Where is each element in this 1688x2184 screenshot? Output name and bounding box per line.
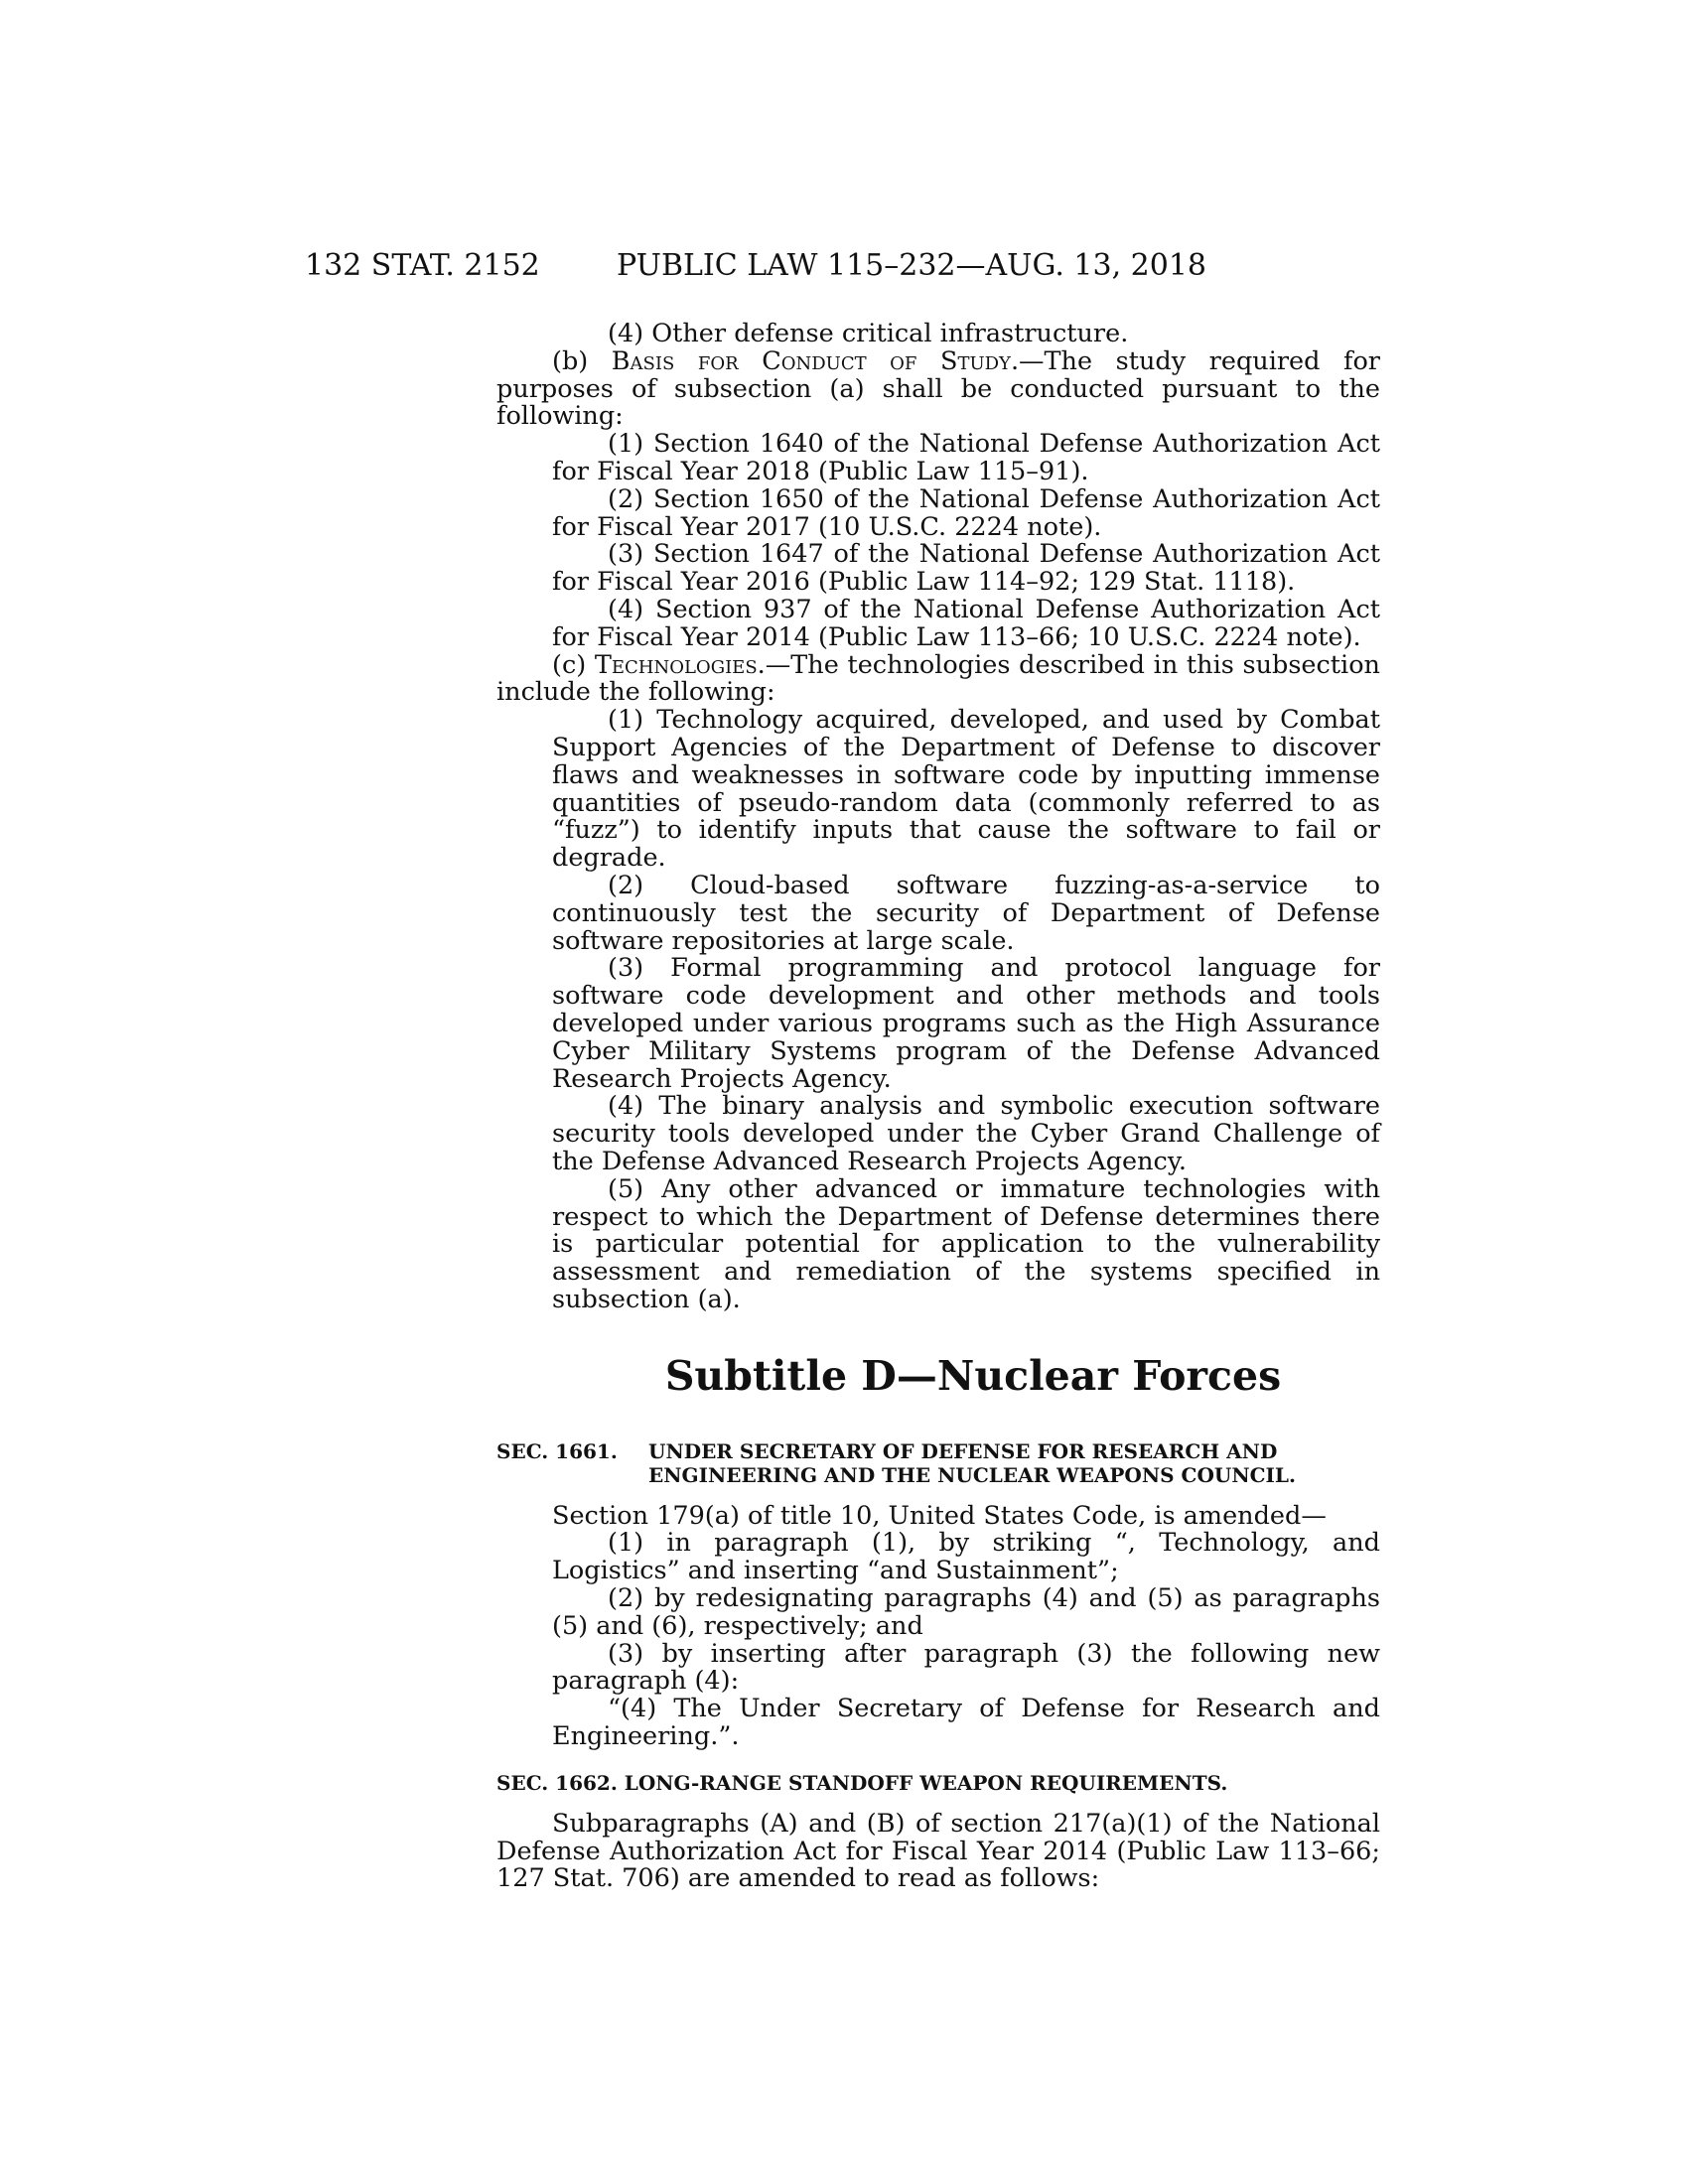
paragraph-c1: (1) Technology acquired, developed, and used by Combat Support Agencies of the Department of Defense to discover flaws and weaknesses in software code by inputting immense quantities of pseudo-random data (commonly referred to as “fuzz”) to identify inputs that cause the software to fail or degrade. [552, 705, 1380, 874]
public-law-citation: PUBLIC LAW 115–232—AUG. 13, 2018 [617, 248, 1207, 283]
subsection-b-text: .—The study required for purposes of subsection (a) shall be conducted pursuant to the following: [496, 345, 1380, 432]
statute-page-number: 132 STAT. 2152 [305, 248, 540, 283]
paragraph-c3: (3) Formal programming and protocol language for software code development and other methods and tools developed under various programs such as the High Assurance Cyber Military Systems program of the Defense Advanced Research Projects Agency. [552, 953, 1380, 1094]
subsection-c-label: (c) [552, 649, 595, 680]
paragraph-c4: (4) The binary analysis and symbolic execution software security tools developed under the Cyber Grand Challenge of the Defense Advanced Research Projects Agency. [552, 1091, 1380, 1176]
section-1662-title: LONG-RANGE STANDOFF WEAPON REQUIREMENTS. [624, 1770, 1228, 1795]
document-body [496, 321, 1380, 1893]
subtitle-heading: Subtitle D—Nuclear Forces [664, 1351, 1282, 1400]
section-1661-heading [496, 1439, 1380, 1487]
paragraph-b1: (1) Section 1640 of the National Defense Authorization Act for Fiscal Year 2018 (Public Law 115–91). [552, 429, 1380, 486]
section-1661-intro: Section 179(a) of title 10, United States Code, is amended— [552, 1500, 1327, 1531]
paragraph-b2: (2) Section 1650 of the National Defense Authorization Act for Fiscal Year 2017 (10 U.S.C. 2224 note). [552, 483, 1380, 542]
paragraph-b3: (3) Section 1647 of the National Defense Authorization Act for Fiscal Year 2016 (Public Law 114–92; 129 Stat. 1118). [552, 539, 1380, 598]
subsection-c [496, 649, 1380, 708]
section-1661-paragraph-3: (3) by inserting after paragraph (3) the following new paragraph (4): [552, 1638, 1380, 1697]
subsection-b-label: (b) [552, 345, 612, 376]
paragraph-c2: (2) Cloud-based software fuzzing-as-a-service to continuously test the security of Department of Defense software repositories at large scale. [552, 870, 1380, 956]
section-1662-number: SEC. 1662. [496, 1770, 618, 1795]
section-spacer [496, 1751, 1380, 1771]
paragraph-b4: (4) Section 937 of the National Defense Authorization Act for Fiscal Year 2014 (Public Law 113–66; 10 U.S.C. 2224 note). [552, 594, 1380, 652]
subsection-c-text: .—The technologies described in this subsection include the following: [496, 649, 1380, 708]
subsection-b-heading: Basis for Conduct of Study [611, 345, 1011, 376]
section-1661-paragraph-2: (2) by redesignating paragraphs (4) and (5) as paragraphs (5) and (6), respectively; and [552, 1583, 1380, 1641]
subsection-b [496, 345, 1380, 432]
paragraph-c5: (5) Any other advanced or immature technologies with respect to which the Department of Defense determines there is particular potential for application to the vulnerability assessment and remediation of the systems specified in subsection (a). [552, 1173, 1380, 1314]
section-1661-title: UNDER SECRETARY OF DEFENSE FOR RESEARCH AND ENGINEERING AND THE NUCLEAR WEAPONS COUNCIL. [648, 1438, 1296, 1487]
section-1661-number: SEC. 1661. [496, 1438, 618, 1463]
section-1661-quoted-text: “(4) The Under Secretary of Defense for Research and Engineering.”. [552, 1694, 1380, 1752]
subsection-c-heading: Technologies [594, 649, 758, 680]
section-1662-text: Subparagraphs (A) and (B) of section 217(a)(1) of the National Defense Authorization Act for Fiscal Year 2014 (Public Law 113–66; 127 Stat. 706) are amended to read as follows: [496, 1808, 1380, 1894]
paragraph-a4: (4) Other defense critical infrastructure. [608, 319, 1129, 348]
page-header [305, 248, 1397, 288]
section-1662-heading [496, 1771, 1380, 1795]
section-1661-paragraph-1: (1) in paragraph (1), by striking “, Technology, and Logistics” and inserting “and Sustainment”; [552, 1528, 1380, 1586]
